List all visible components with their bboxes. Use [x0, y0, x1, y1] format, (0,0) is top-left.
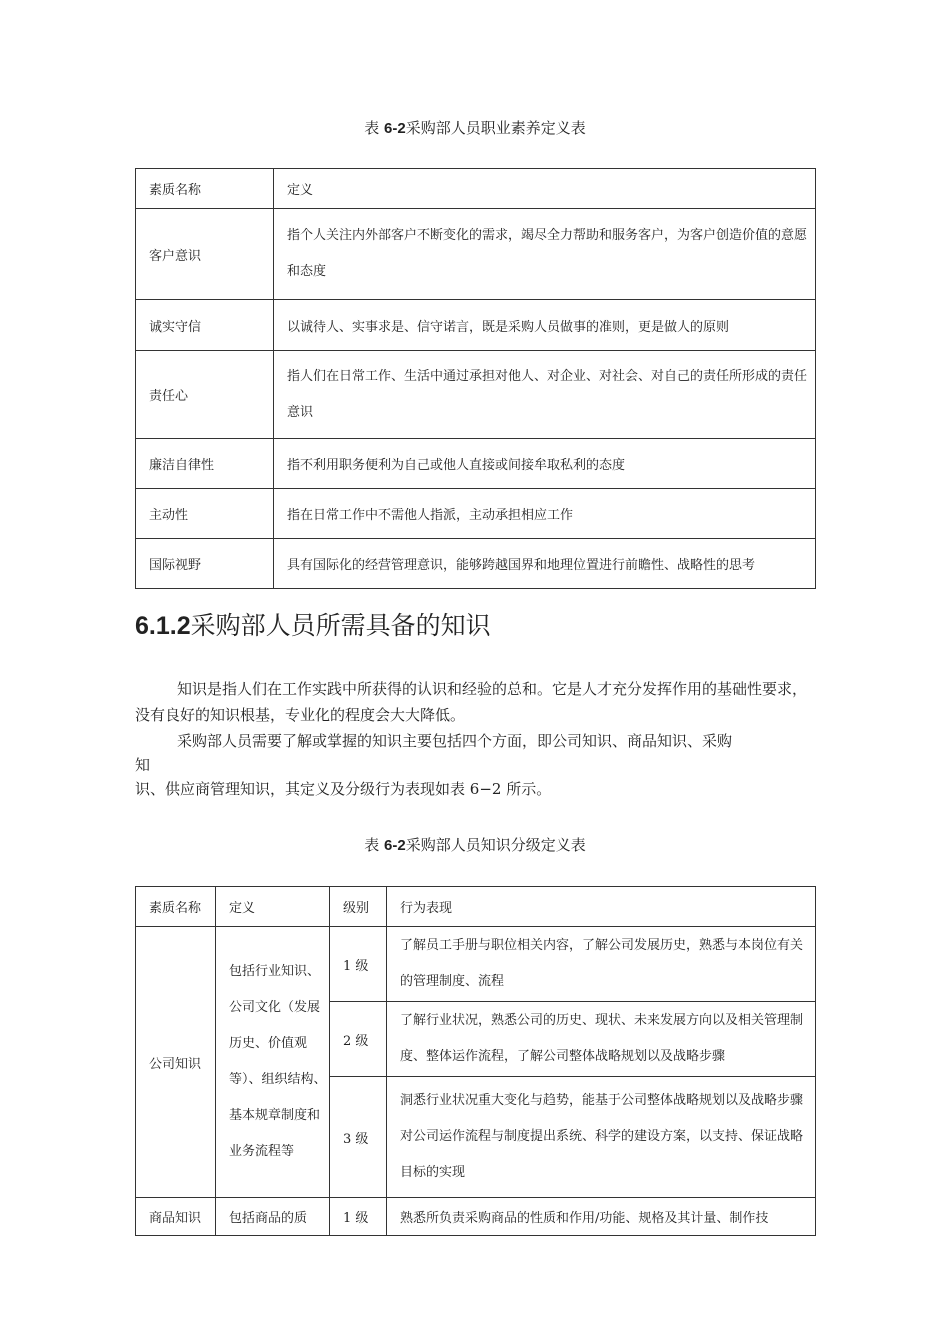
- section-title: 采购部人员所需具备的知识: [190, 611, 491, 640]
- knowledge-name: 商品知识: [136, 1198, 216, 1236]
- table-row: [136, 927, 816, 1002]
- header-cell: 定义: [216, 887, 330, 927]
- table-header-row: [136, 169, 816, 209]
- quality-definition: 指个人关注内外部客户不断变化的需求，竭尽全力帮助和服务客户，为客户创造价值的意愿和态度: [274, 209, 816, 300]
- quality-definition: 指不利用职务便利为自己或他人直接或间接牟取私利的态度: [274, 439, 816, 489]
- table-row: [136, 1198, 816, 1236]
- level-behavior: 了解行业状况，熟悉公司的历史、现状、未来发展方向以及相关管理制度、整体运作流程，了解公司整体战略规划以及战略步骤: [387, 1002, 816, 1077]
- quality-name: 主动性: [136, 489, 274, 539]
- knowledge-level: 1 级: [330, 927, 387, 1002]
- level-behavior: 洞悉行业状况重大变化与趋势，能基于公司整体战略规划以及战略步骤对公司运作流程与制度提出系统、科学的建设方案，以支持、保证战略目标的实现: [387, 1077, 816, 1198]
- paragraph-line: 采购部人员需要了解或掌握的知识主要包括四个方面，即公司知识、商品知识、采购: [177, 732, 733, 750]
- quality-definition: 指在日常工作中不需他人指派，主动承担相应工作: [274, 489, 816, 539]
- table-row: [136, 439, 816, 489]
- quality-definition: 指人们在日常工作、生活中通过承担对他人、对企业、对社会、对自己的责任所形成的责任意识: [274, 351, 816, 439]
- quality-name: 诚实守信: [136, 300, 274, 351]
- knowledge-level-table: [135, 886, 816, 1236]
- header-cell: 素质名称: [136, 169, 274, 209]
- level-behavior: 了解员工手册与职位相关内容，了解公司发展历史，熟悉与本岗位有关的管理制度、流程: [387, 927, 816, 1002]
- section-heading: [135, 606, 491, 642]
- caption-title: 采购部人员知识分级定义表: [405, 836, 586, 854]
- header-cell: 行为表现: [387, 887, 816, 927]
- header-cell: 级别: [330, 887, 387, 927]
- knowledge-level: 2 级: [330, 1002, 387, 1077]
- level-behavior: 熟悉所负责采购商品的性质和作用/功能、规格及其计量、制作技: [387, 1198, 816, 1236]
- quality-name: 廉洁自律性: [136, 439, 274, 489]
- quality-definition: 以诚待人、实事求是、信守诺言，既是采购人员做事的准则，更是做人的原则: [274, 300, 816, 351]
- table-row: [136, 489, 816, 539]
- header-cell: 素质名称: [136, 887, 216, 927]
- paragraph-line: 识、供应商管理知识，其定义及分级行为表现如表 6−2 所示。: [135, 780, 552, 798]
- table1-caption: [0, 117, 950, 138]
- quality-name: 客户意识: [136, 209, 274, 300]
- table-row: [136, 351, 816, 439]
- quality-name: 国际视野: [136, 539, 274, 589]
- caption-title: 采购部人员职业素养定义表: [405, 119, 586, 137]
- knowledge-level: 3 级: [330, 1077, 387, 1198]
- professional-quality-table: [135, 168, 816, 589]
- knowledge-definition: 包括行业知识、公司文化（发展历史、价值观等）、组织结构、基本规章制度和业务流程等: [216, 927, 330, 1198]
- caption-prefix: 表: [364, 836, 380, 854]
- caption-number: 6-2: [384, 837, 406, 854]
- header-cell: 定义: [274, 169, 816, 209]
- table2-caption: [0, 834, 950, 855]
- paragraph-knowledge-definition: 知识是指人们在工作实践中所获得的认识和经验的总和。它是人才充分发挥作用的基础性要求，没有良好的知识根基，专业化的程度会大大降低。: [135, 680, 808, 724]
- table-row: [136, 209, 816, 300]
- knowledge-level: 1 级: [330, 1198, 387, 1236]
- quality-definition: 具有国际化的经营管理意识，能够跨越国界和地理位置进行前瞻性、战略性的思考: [274, 539, 816, 589]
- knowledge-definition: 包括商品的质: [216, 1198, 330, 1236]
- knowledge-name: 公司知识: [136, 927, 216, 1198]
- caption-number: 6-2: [384, 120, 406, 137]
- paragraph-line: 知: [135, 756, 151, 774]
- table-header-row: [136, 887, 816, 927]
- caption-prefix: 表: [364, 119, 380, 137]
- quality-name: 责任心: [136, 351, 274, 439]
- table-row: [136, 300, 816, 351]
- section-number: 6.1.2: [135, 612, 191, 640]
- table-row: [136, 539, 816, 589]
